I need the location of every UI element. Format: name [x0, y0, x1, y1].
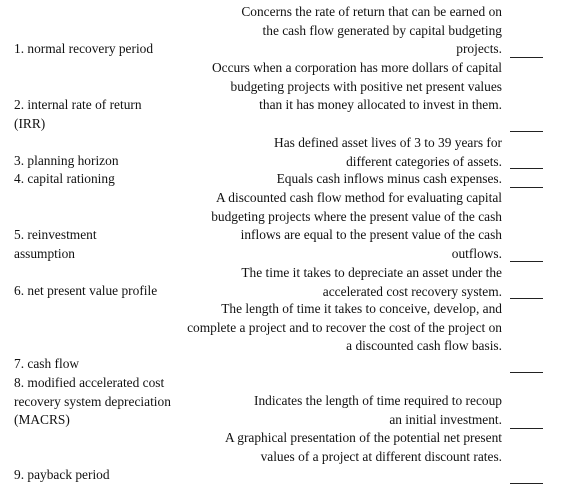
- term-4-label: capital rationing: [27, 171, 115, 186]
- definition-5: A discounted cash flow method for evaluating capital budgeting projects where the present value of the cash inflows are equal to the present value of the cash outflows.: [211, 190, 502, 261]
- term-6-number: 6.: [14, 283, 25, 298]
- answer-blank-3[interactable]: [510, 168, 543, 169]
- term-3: [14, 152, 194, 171]
- answer-blank-5[interactable]: [510, 261, 543, 262]
- definition-4: Equals cash inflows minus cash expenses.: [276, 171, 502, 186]
- answer-blank-8[interactable]: [510, 428, 543, 429]
- term-8-number: 8.: [14, 375, 25, 390]
- definition-7: The length of time it takes to conceive, develop, and complete a project and to recover the cost of the project on a discounted cash flow basis.: [187, 301, 502, 354]
- term-2: [14, 96, 174, 133]
- term-2-number: 2.: [14, 97, 25, 112]
- term-2-label: internal rate of return (IRR): [14, 97, 142, 131]
- answer-blank-1[interactable]: [510, 57, 543, 58]
- answer-blank-4[interactable]: [510, 187, 543, 188]
- term-8-label: modified accelerated cost recovery system depreciation (MACRS): [14, 375, 171, 428]
- answer-blank-2[interactable]: [510, 131, 543, 132]
- term-5: [14, 226, 134, 263]
- definition-1: Concerns the rate of return that can be earned on the cash flow generated by capital budgeting projects.: [241, 4, 502, 57]
- answer-blank-6[interactable]: [510, 298, 543, 299]
- term-9-label: payback period: [27, 467, 110, 482]
- term-1: [14, 40, 194, 59]
- term-6: [14, 282, 194, 301]
- definition-8: Indicates the length of time required to recoup an initial investment.: [253, 393, 502, 427]
- term-9: [14, 466, 194, 485]
- definition-2: Occurs when a corporation has more dollars of capital budgeting projects with positive net present values than it has money allocated to invest in them.: [211, 60, 502, 113]
- term-8: [14, 374, 184, 430]
- answer-blank-9[interactable]: [510, 483, 543, 484]
- term-7-number: 7.: [14, 356, 25, 371]
- term-4: [14, 170, 194, 189]
- term-3-number: 3.: [14, 153, 25, 168]
- term-7: [14, 355, 194, 374]
- term-5-number: 5.: [14, 227, 25, 242]
- term-1-label: normal recovery period: [27, 41, 154, 56]
- term-9-number: 9.: [14, 467, 25, 482]
- definition-9: A graphical presentation of the potential net present values of a project at different discount rates.: [224, 430, 502, 464]
- answer-blank-7[interactable]: [510, 372, 543, 373]
- term-1-number: 1.: [14, 41, 25, 56]
- term-3-label: planning horizon: [27, 153, 119, 168]
- term-4-number: 4.: [14, 171, 25, 186]
- term-7-label: cash flow: [27, 356, 80, 371]
- definition-3: Has defined asset lives of 3 to 39 years for different categories of assets.: [274, 135, 502, 169]
- term-6-label: net present value profile: [27, 283, 158, 298]
- term-5-label: reinvestment assumption: [14, 227, 97, 261]
- definition-6: The time it takes to depreciate an asset under the accelerated cost recovery system.: [241, 265, 502, 299]
